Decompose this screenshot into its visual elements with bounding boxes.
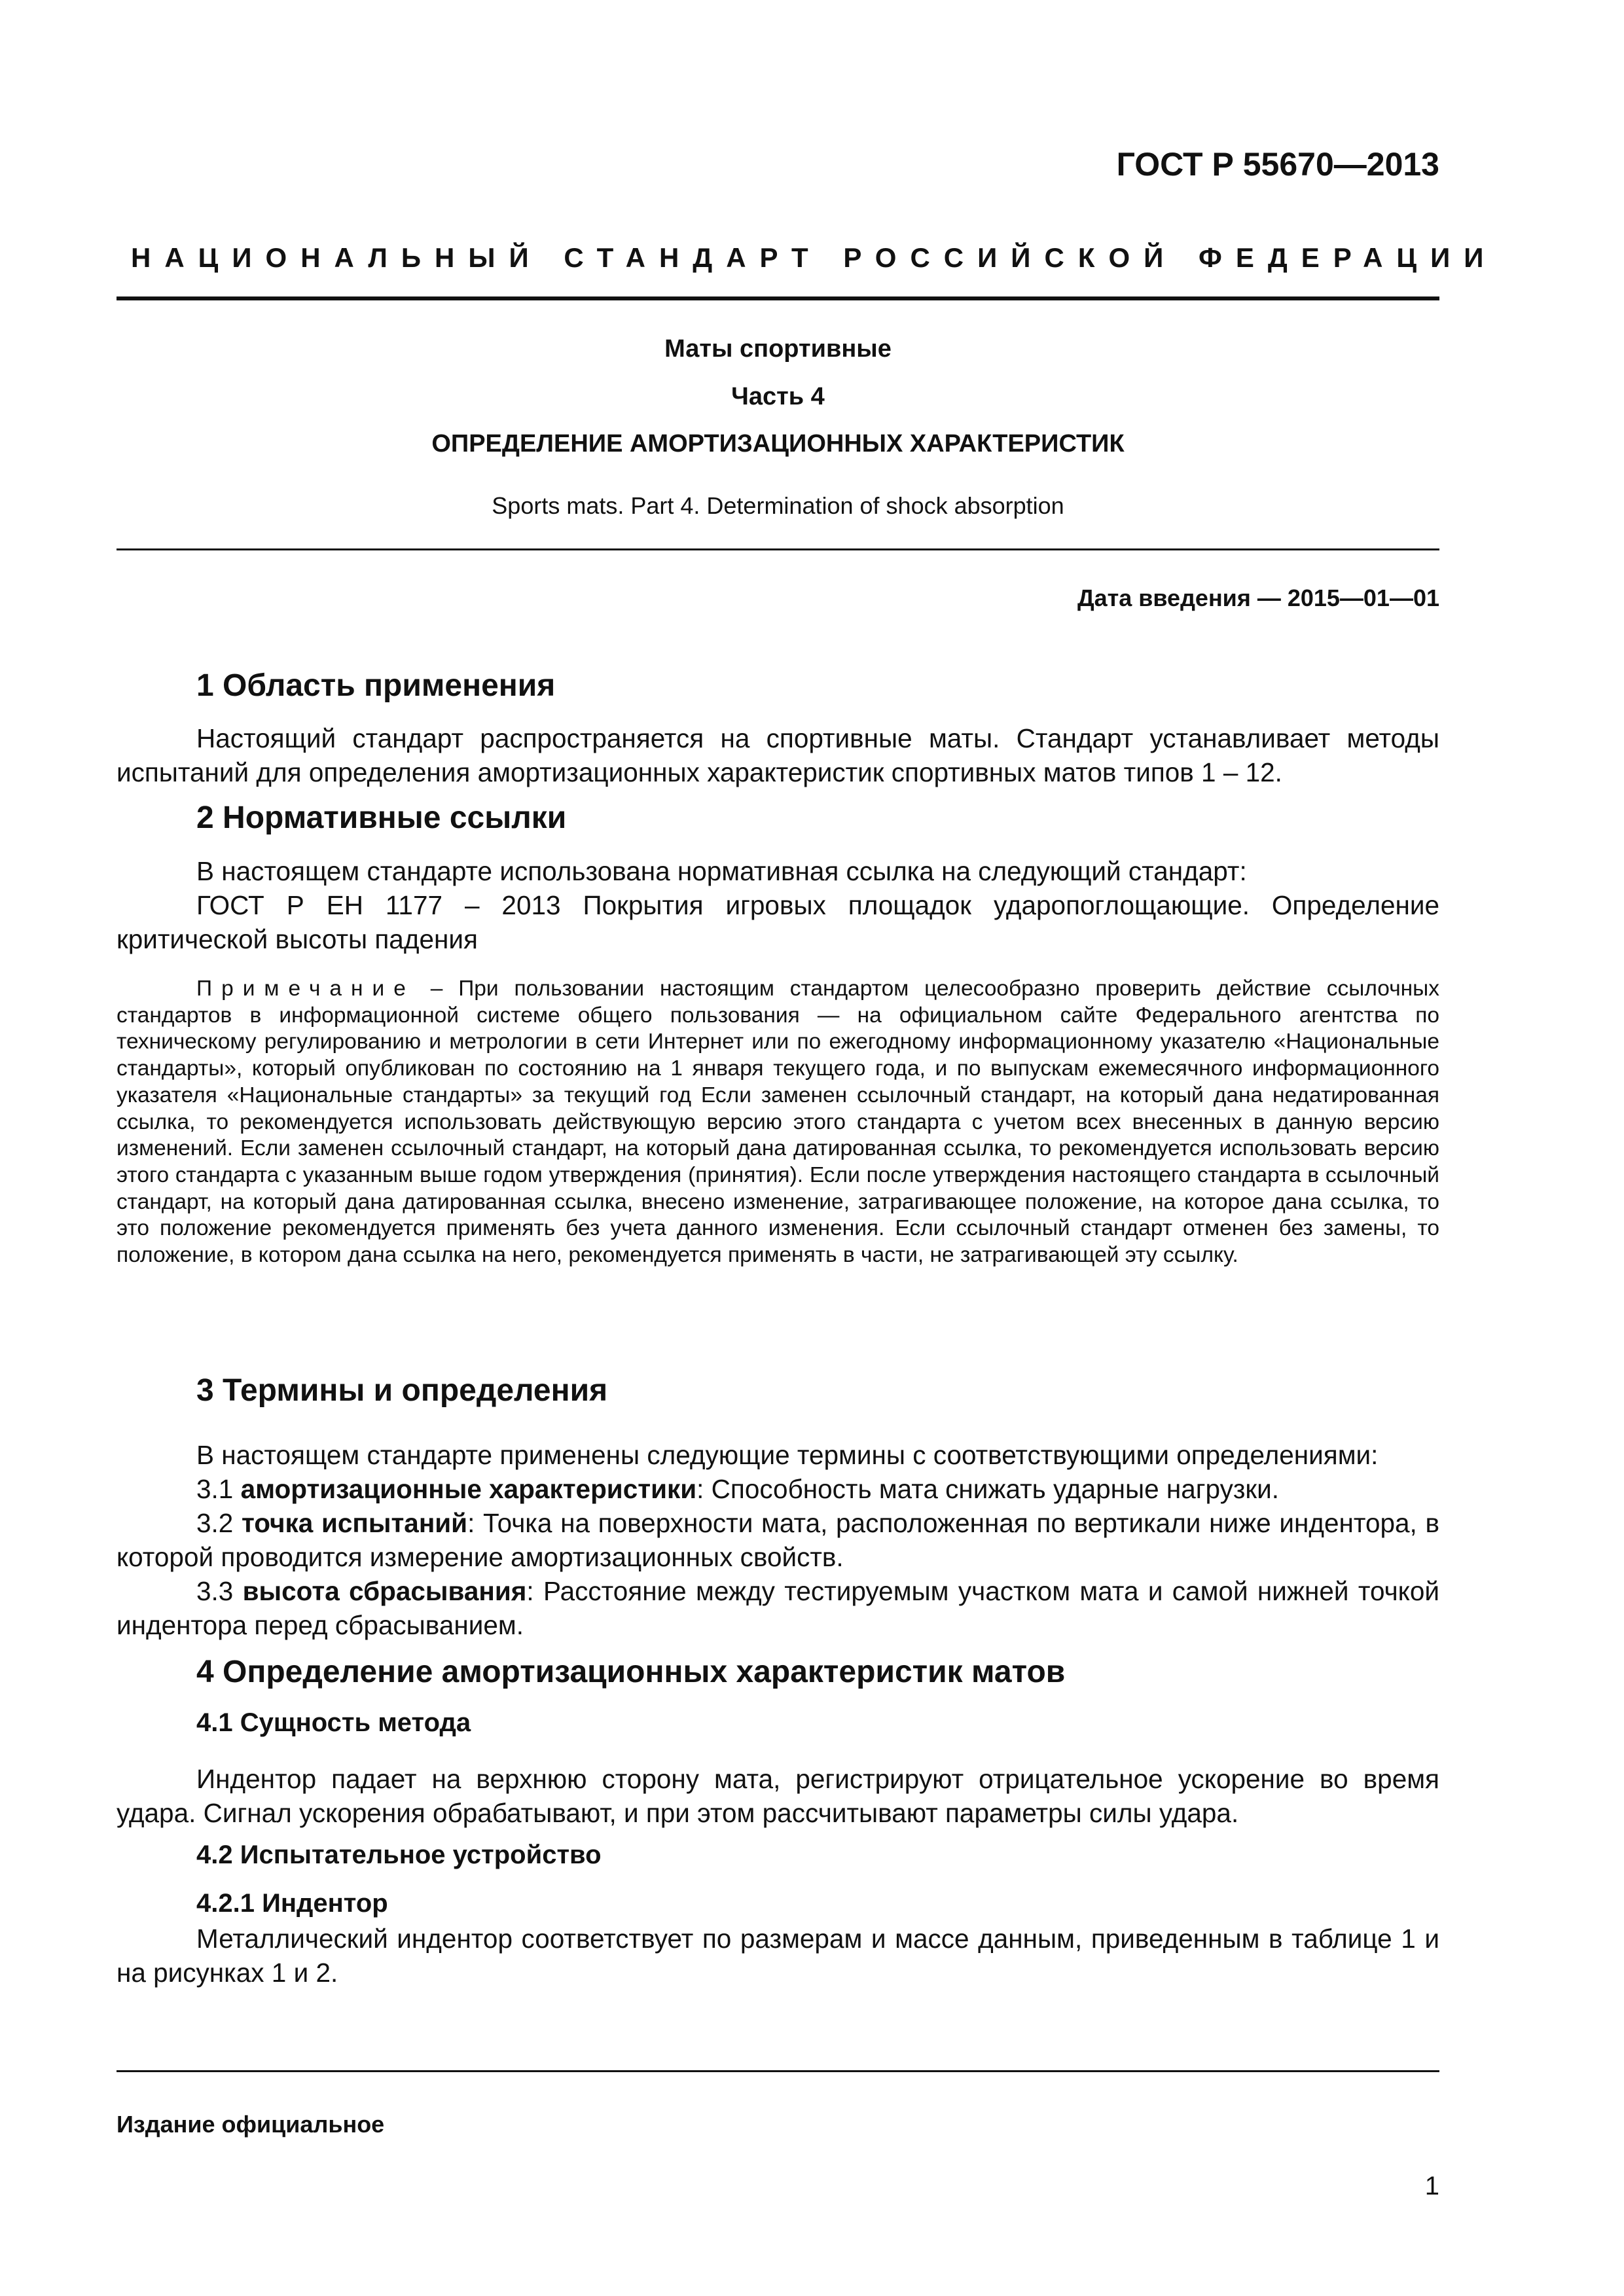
subsection-4-2-1-paragraph: Металлический индентор соответствует по размерам и массе данным, приведенным в таблице 1 и на рисунках 1 и 2. (117, 1924, 1439, 1988)
term-3-3 (117, 1574, 1439, 1642)
note-text: – При пользовании настоящим стандартом целесообразно проверить действие ссылочных стандартов в информационной системе общего пользования — на официальном сайте Федерального агентства по техническому регулированию и метрологии в сети Интернет или по ежегодному информационному указателю «Национальные стандарты», который опубликован по состоянию на 1 января текущего года, и по выпускам ежемесячного информационного указателя «Национальные стандарты» за текущий год Если заменен ссылочный стандарт, на который дана недатированная ссылка, то рекомендуется использовать действующую версию этого стандарта с учетом всех внесенных в данную версию изменений. Если заменен ссылочный стандарт, на который дана датированная ссылка, то рекомендуется использовать версию этого стандарта с указанным выше годом утверждения (принятия). Если после утверждения настоящего стандарта в ссылочный стандарт, на который дана датированная ссылка, внесено изменение, затрагивающее положение, на которое дана ссылка, то это положение рекомендуется применять без учета данного изменения. Если ссылочный стандарт отменен без замены, то положение, в котором дана ссылка на него, рекомендуется применять в части, не затрагивающей эту ссылку. (117, 977, 1439, 1268)
term-number: 3.2 (196, 1508, 242, 1538)
national-standard-banner: НАЦИОНАЛЬНЫЙ СТАНДАРТ РОССИЙСКОЙ ФЕДЕРАЦИИ (131, 242, 1498, 273)
term-number: 3.1 (196, 1474, 241, 1504)
section-2-body (117, 854, 1439, 956)
section-3-body (117, 1438, 1439, 1642)
title-line-2: Часть 4 (731, 383, 825, 410)
term-number: 3.3 (196, 1576, 243, 1606)
date-of-introduction: Дата введения — 2015—01—01 (1077, 584, 1439, 611)
subsection-4-2-1-body (117, 1922, 1439, 1990)
section-3-heading: 3 Термины и определения (196, 1373, 608, 1408)
subsection-4-1-heading: 4.1 Сущность метода (196, 1708, 471, 1737)
note-label: Примечание (196, 977, 415, 1001)
section-2-heading: 2 Нормативные ссылки (196, 800, 567, 835)
section-1-paragraph: Настоящий стандарт распространяется на спортивные маты. Стандарт устанавливает методы испытаний для определения амортизационных характеристик спортивных матов типов 1 – 12. (117, 723, 1439, 787)
term-3-1 (117, 1472, 1439, 1506)
footer-divider (117, 2070, 1439, 2072)
section-1-body (117, 721, 1439, 789)
term-name: амортизационные характеристики (240, 1474, 697, 1504)
section-4-heading: 4 Определение амортизационных характеристик матов (196, 1655, 1066, 1689)
english-title: Sports mats. Part 4. Determination of shock absorption (492, 492, 1064, 519)
section-2-paragraph-2: ГОСТ Р ЕН 1177 – 2013 Покрытия игровых площадок ударопоглощающие. Определение критической высоты падения (117, 890, 1439, 954)
term-name: точка испытаний (241, 1508, 468, 1538)
edition-label: Издание официальное (117, 2111, 385, 2138)
term-definition: : Точка на поверхности мата, расположенная по вертикали ниже индентора, в которой проводится измерение амортизационных свойств. (117, 1508, 1439, 1572)
page-number: 1 (1424, 2172, 1439, 2200)
term-3-2 (117, 1506, 1439, 1574)
section-2-note (117, 976, 1439, 1269)
subsection-4-2-1-heading: 4.2.1 Индентор (196, 1889, 388, 1918)
term-definition: : Расстояние между тестируемым участком мата и самой нижней точкой индентора перед сбрасыванием. (117, 1576, 1440, 1640)
section-1-heading: 1 Область применения (196, 668, 556, 703)
section-3-intro: В настоящем стандарте применены следующие термины с соответствующими определениями: (196, 1440, 1379, 1470)
title-line-3: ОПРЕДЕЛЕНИЕ АМОРТИЗАЦИОННЫХ ХАРАКТЕРИСТИК (431, 430, 1125, 457)
section-2-paragraph-1: В настоящем стандарте использована нормативная ссылка на следующий стандарт: (196, 856, 1247, 886)
header-divider (117, 296, 1439, 300)
term-definition: : Способность мата снижать ударные нагрузки. (696, 1474, 1280, 1504)
title-divider (117, 548, 1439, 550)
subsection-4-1-paragraph: Индентор падает на верхнюю сторону мата, регистрируют отрицательное ускорение во время удара. Сигнал ускорения обрабатывают, и при этом рассчитывают параметры силы удара. (117, 1764, 1439, 1828)
subsection-4-2-heading: 4.2 Испытательное устройство (196, 1840, 602, 1869)
subsection-4-1-body (117, 1762, 1439, 1830)
term-name: высота сбрасывания (242, 1576, 527, 1606)
title-line-1: Маты спортивные (664, 335, 892, 363)
gost-number: ГОСТ Р 55670—2013 (1116, 146, 1439, 183)
